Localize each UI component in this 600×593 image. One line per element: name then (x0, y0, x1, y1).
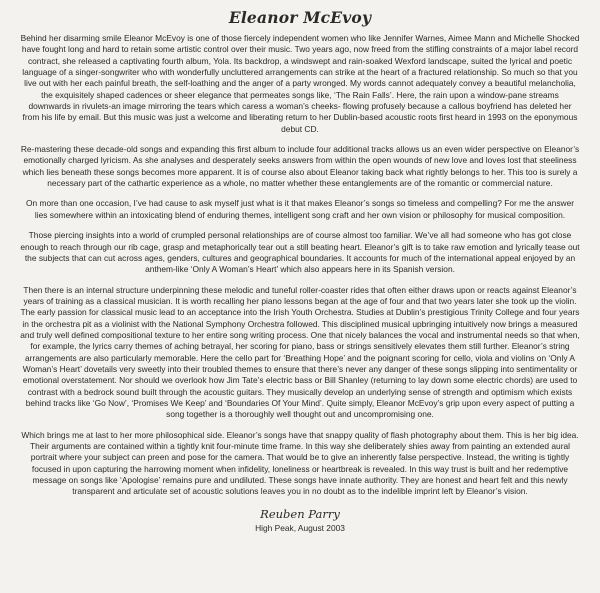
paragraph-2: Re-mastering these decade-old songs and expanding this first album to include four additional tracks allows us an even wider perspective on Eleanor’s emotionally charged lyricism. As she analyses and desperately seeks answers from within the open wounds of new love and loves lost that steeliness which lies beneath these songs becomes more apparent. It is of course also about Eleanor taking back what rightly belongs to her. This too is surely a necessary part of the cathartic experience as a whole, no matter whether these entanglements are of the romantic or commercial nature. (20, 144, 580, 189)
author-signature: Reuben Parry (260, 506, 340, 521)
paragraph-4: Those piercing insights into a world of crumpled personal relationships are of course almost too familiar. We’ve all had someone who has got close enough to reach through our rib cage, grasp and metaphorically tear out a still beating heart. Eleanor’s gift is to take raw emotion and lyrically tease out the subjects that can cut across ages, genders, cultures and geographical boundaries. It accounts for much of the international appeal enjoyed by an anthem-like ‘Only A Woman’s Heart’ which also appears here in its Spanish version. (20, 230, 580, 275)
page-title: Eleanor McEvoy (228, 8, 372, 27)
paragraph-6: Which brings me at last to her more philosophical side. Eleanor’s songs have that snappy quality of flash photography about them. This is her big idea. Their arguments are contained within a tightly knit four-minute time frame. In this way she deliberately shies away from painting an extended aural portrait where your subject can preen and pose for the camera. That would be to give an inherently false perspective. Instead, the writing is tightly focused in upon capturing the harrowing moment when infidelity, loneliness or heartbreak is revealed. In this way trust is built and her redemptive message on songs like ‘Apologise’ remains pure and undiluted. These songs have innate authority. They are honest and heart felt and this newly transparent and articulate set of acoustic solutions leaves you in no doubt as to the indelible imprint left by Eleanor’s vision. (21, 429, 579, 497)
place-and-date: High Peak, August 2003 (255, 522, 345, 533)
paragraph-1: Behind her disarming smile Eleanor McEvoy is one of those fiercely independent women who like Jennifer Warnes, Aimee Mann and Michelle Shocked have fought long and hard to retain some artistic control over their music. Two years ago, now freed from the stifling constraints of a major label record contract, she released a captivating fourth album, Yola. Its backdrop, a windswept and rain-soaked Wexford landscape, suited the lyrical and poetic language of a singer-songwriter who with wonderfully uncluttered arrangements can strike at the heart of a fractured relationship. So much so that you live out with her each painful breath, the self-loathing and the anger of a party wronged. My words cannot adequately convey a beautiful melancholia, the exquisitely shaped cadences or sheer elegance that permeates songs like, ‘The Rain Falls’. Here, the rain upon a window-pane streams downwards in rivulets-an image mirroring the tears which caress a woman’s cheeks- flowing profusely because a callous boyfriend has deleted her from his life by email. But this music was just a welcome and liberating return to her Dublin-based acoustic roots first heard in 1993 on the eponymous debut CD. (20, 33, 580, 134)
paragraph-3: On more than one occasion, I’ve had cause to ask myself just what is it that makes Eleanor’s songs so timeless and compelling? For me the answer lies somewhere within an intoxicating blend of enduring themes, intelligent song craft and her own vision or philosophy for musical composition. (25, 198, 575, 220)
paragraph-5: Then there is an internal structure underpinning these melodic and tuneful roller-coaster rides that often either draws upon or reacts against Eleanor’s years of training as a classical musician. It is worth recalling her piano lessons began at the age of four and that two years later she took up the violin. The early passion for classical music lead to an acceptance into the Irish Youth Orchestra. Studies at Dublin’s prestigious Trinity College and four years in the orchestra pit as a violinist with the National Symphony Orchestra followed. This disciplined musical upbringing intuitively now brings a measured and truly well defined compositional texture to her entire song writing process. One that nicely balances the vocal and instrumental needs so that when, for example, the lyrics carry themes of aching betrayal, her scoring for piano, bass or strings sensitively elevates them still further. Eleanor’s string arrangements are also particularly memorable. Here the cello part for ‘Breathing Hope’ and the poignant scoring for cello, viola and violins on ‘Only A Woman’s Heart’ dovetails very sweetly into their troubled themes to ensure that there’s never any danger of these songs slipping into sentimentality or emotional overstatement. Nor should we overlook how Jim Tate’s electric bass or Bill Shanley (returning to lay down some electric chords) are used to contrast with a bedrock sound built through the acoustic guitars. They musically develop an underlying sense of strength and optimism which exists behind tracks like ‘Go Now’, ‘Promises We Keep’ and ‘Boundaries Of Your Mind’. Quite simply, Eleanor McEvoy’s grip upon every aspect of putting a song together is a thoroughly well thought out and uncompromising one. (20, 284, 580, 420)
